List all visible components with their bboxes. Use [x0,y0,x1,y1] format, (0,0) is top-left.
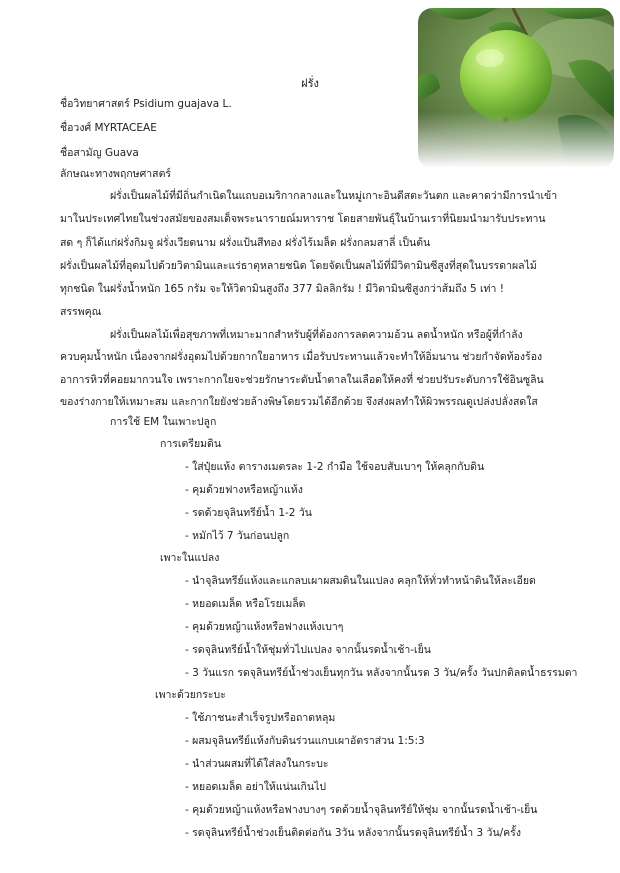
list-item: - หยอดเมล็ด อย่าให้แน่นเกินไป [185,781,327,793]
list-item: - คุมด้วยหญ้าแห้งหรือฟางแห้งเบาๆ [185,621,344,633]
paragraph-line: ฝรั่งเป็นผลไม้เพื่อสุขภาพที่เหมาะมากสำหรับผู้ที่ต้องการลดความอ้วน ลดน้ำหนัก หรือผู้ที่กำลัง [110,329,523,341]
list-item: - รดด้วยจุลินทรีย์น้ำ 1-2 วัน [185,507,312,519]
list-item: - นำจุลินทรีย์แห้งและแกลบเผาผสมดินในแปลง คลุกให้ทั่วทำหน้าดินให้ละเอียด [185,575,536,587]
list-item: - ผสมจุลินทรีย์แห้งกับดินร่วนแกบเผาอัตราส่วน 1:5:3 [185,735,425,747]
list-item: - คุมด้วยหญ้าแห้งหรือฟางบางๆ รดด้วยน้ำจุลินทรีย์ให้ชุ่ม จากนั้นรดน้ำเช้า-เย็น [185,804,538,816]
section-heading: เพาะในแปลง [160,552,220,564]
list-item: - รดจุลินทรีย์น้ำให้ชุ่มทั่วไปแปลง จากนั้นรดน้ำเช้า-เย็น [185,644,431,656]
paragraph-line: ฝรั่งเป็นผลไม้ที่มีถิ่นกำเนิดในแถบอเมริกากลางและในหมู่เกาะอินดีสตะวันตก และคาดว่ามีการนำเข้า [110,190,558,202]
list-item: - ใช้ภาชนะสำเร็จรูปหรือถาดหลุม [185,712,336,724]
paragraph-line: สด ๆ ก็ได้แก่ฝรั่งกิมจู ฝรั่งเวียดนาม ฝรั่งแป้นสีทอง ฝรั่งไร้เมล็ด ฝรั่งกลมสาลี่ เป็นต้น [60,237,431,249]
scientific-name: ชื่อวิทยาศาสตร์ Psidium guajava L. [60,98,232,110]
list-item: - 3 วันแรก รดจุลินทรีย์น้ำช่วงเย็นทุกวัน หลังจากนั้นรด 3 วัน/ครั้ง วันปกติลดน้ำธรรมดา [185,667,578,679]
list-item: - คุมด้วยฟางหรือหญ้าแห้ง [185,484,303,496]
family-name: ชื่อวงศ์ MYRTACEAE [60,122,157,134]
document-title: ฝรั่ง [301,77,319,90]
properties-heading: สรรพคุณ [60,306,102,318]
section-heading: เพาะด้วยกระบะ [155,689,226,701]
list-item: - ใส่ปุ๋ยแห้ง ตารางเมตรละ 1-2 กำมือ ใช้จอบสับเบาๆ ให้คลุกกับดิน [185,461,485,473]
list-item: - หยอดเมล็ด หรือโรยเมล็ด [185,598,306,610]
paragraph-line: อาการหิวที่คอยมากวนใจ เพราะกากใยจะช่วยรักษาระดับน้ำตาลในเลือดให้คงที่ ช่วยปรับระดับการใช้อินซูลิน [60,374,544,386]
list-item: - นำส่วนผสมที่ได้ใส่ลงในกระบะ [185,758,329,770]
section-heading: การเตรียมดิน [160,438,222,450]
em-heading: การใช้ EM ในเพาะปลูก [110,416,217,428]
paragraph-line: ควบคุมน้ำหนัก เนื่องจากฝรั่งอุดมไปด้วยกากใยอาหาร เมื่อรับประทานแล้วจะทำให้อิ่มนาน ช่วยกำจัดท้องร้อง [60,351,543,363]
paragraph-line: ทุกชนิด ในฝรั่งน้ำหนัก 165 กรัม จะให้วิตามินสูงถึง 377 มิลลิกรัม ! มีวิตามินซีสูงกว่าส้มถึง 5 เท่า ! [60,283,504,295]
paragraph-line: ฝรั่งเป็นผลไม้ที่อุดมไปด้วยวิตามินและแร่ธาตุหลายชนิด โดยจัดเป็นผลไม้ที่มีวิตามินซีสูงที่สุดในบรรดาผลไม้ [60,260,537,272]
list-item: - หมักไว้ 7 วันก่อนปลูก [185,530,290,542]
botany-heading: ลักษณะทางพฤกษศาสตร์ [60,168,172,180]
paragraph-line: ของร่างกายให้เหมาะสม และกากใยยังช่วยล้างพิษโดยรวมได้อีกด้วย จึงส่งผลทำให้ผิวพรรณดูเปล่งปลั่งสดใส [60,396,538,408]
common-name: ชื่อสามัญ Guava [60,147,139,159]
paragraph-line: มาในประเทศไทยในช่วงสมัยของสมเด็จพระนารายณ์มหาราช โดยสายพันธุ์ในบ้านเราที่นิยมนำมารับประทาน [60,213,546,225]
list-item: - รดจุลินทรีย์น้ำช่วงเย็นติดต่อกัน 3วัน หลังจากนั้นรดจุลินทรีย์น้ำ 3 วัน/ครั้ง [185,827,521,839]
